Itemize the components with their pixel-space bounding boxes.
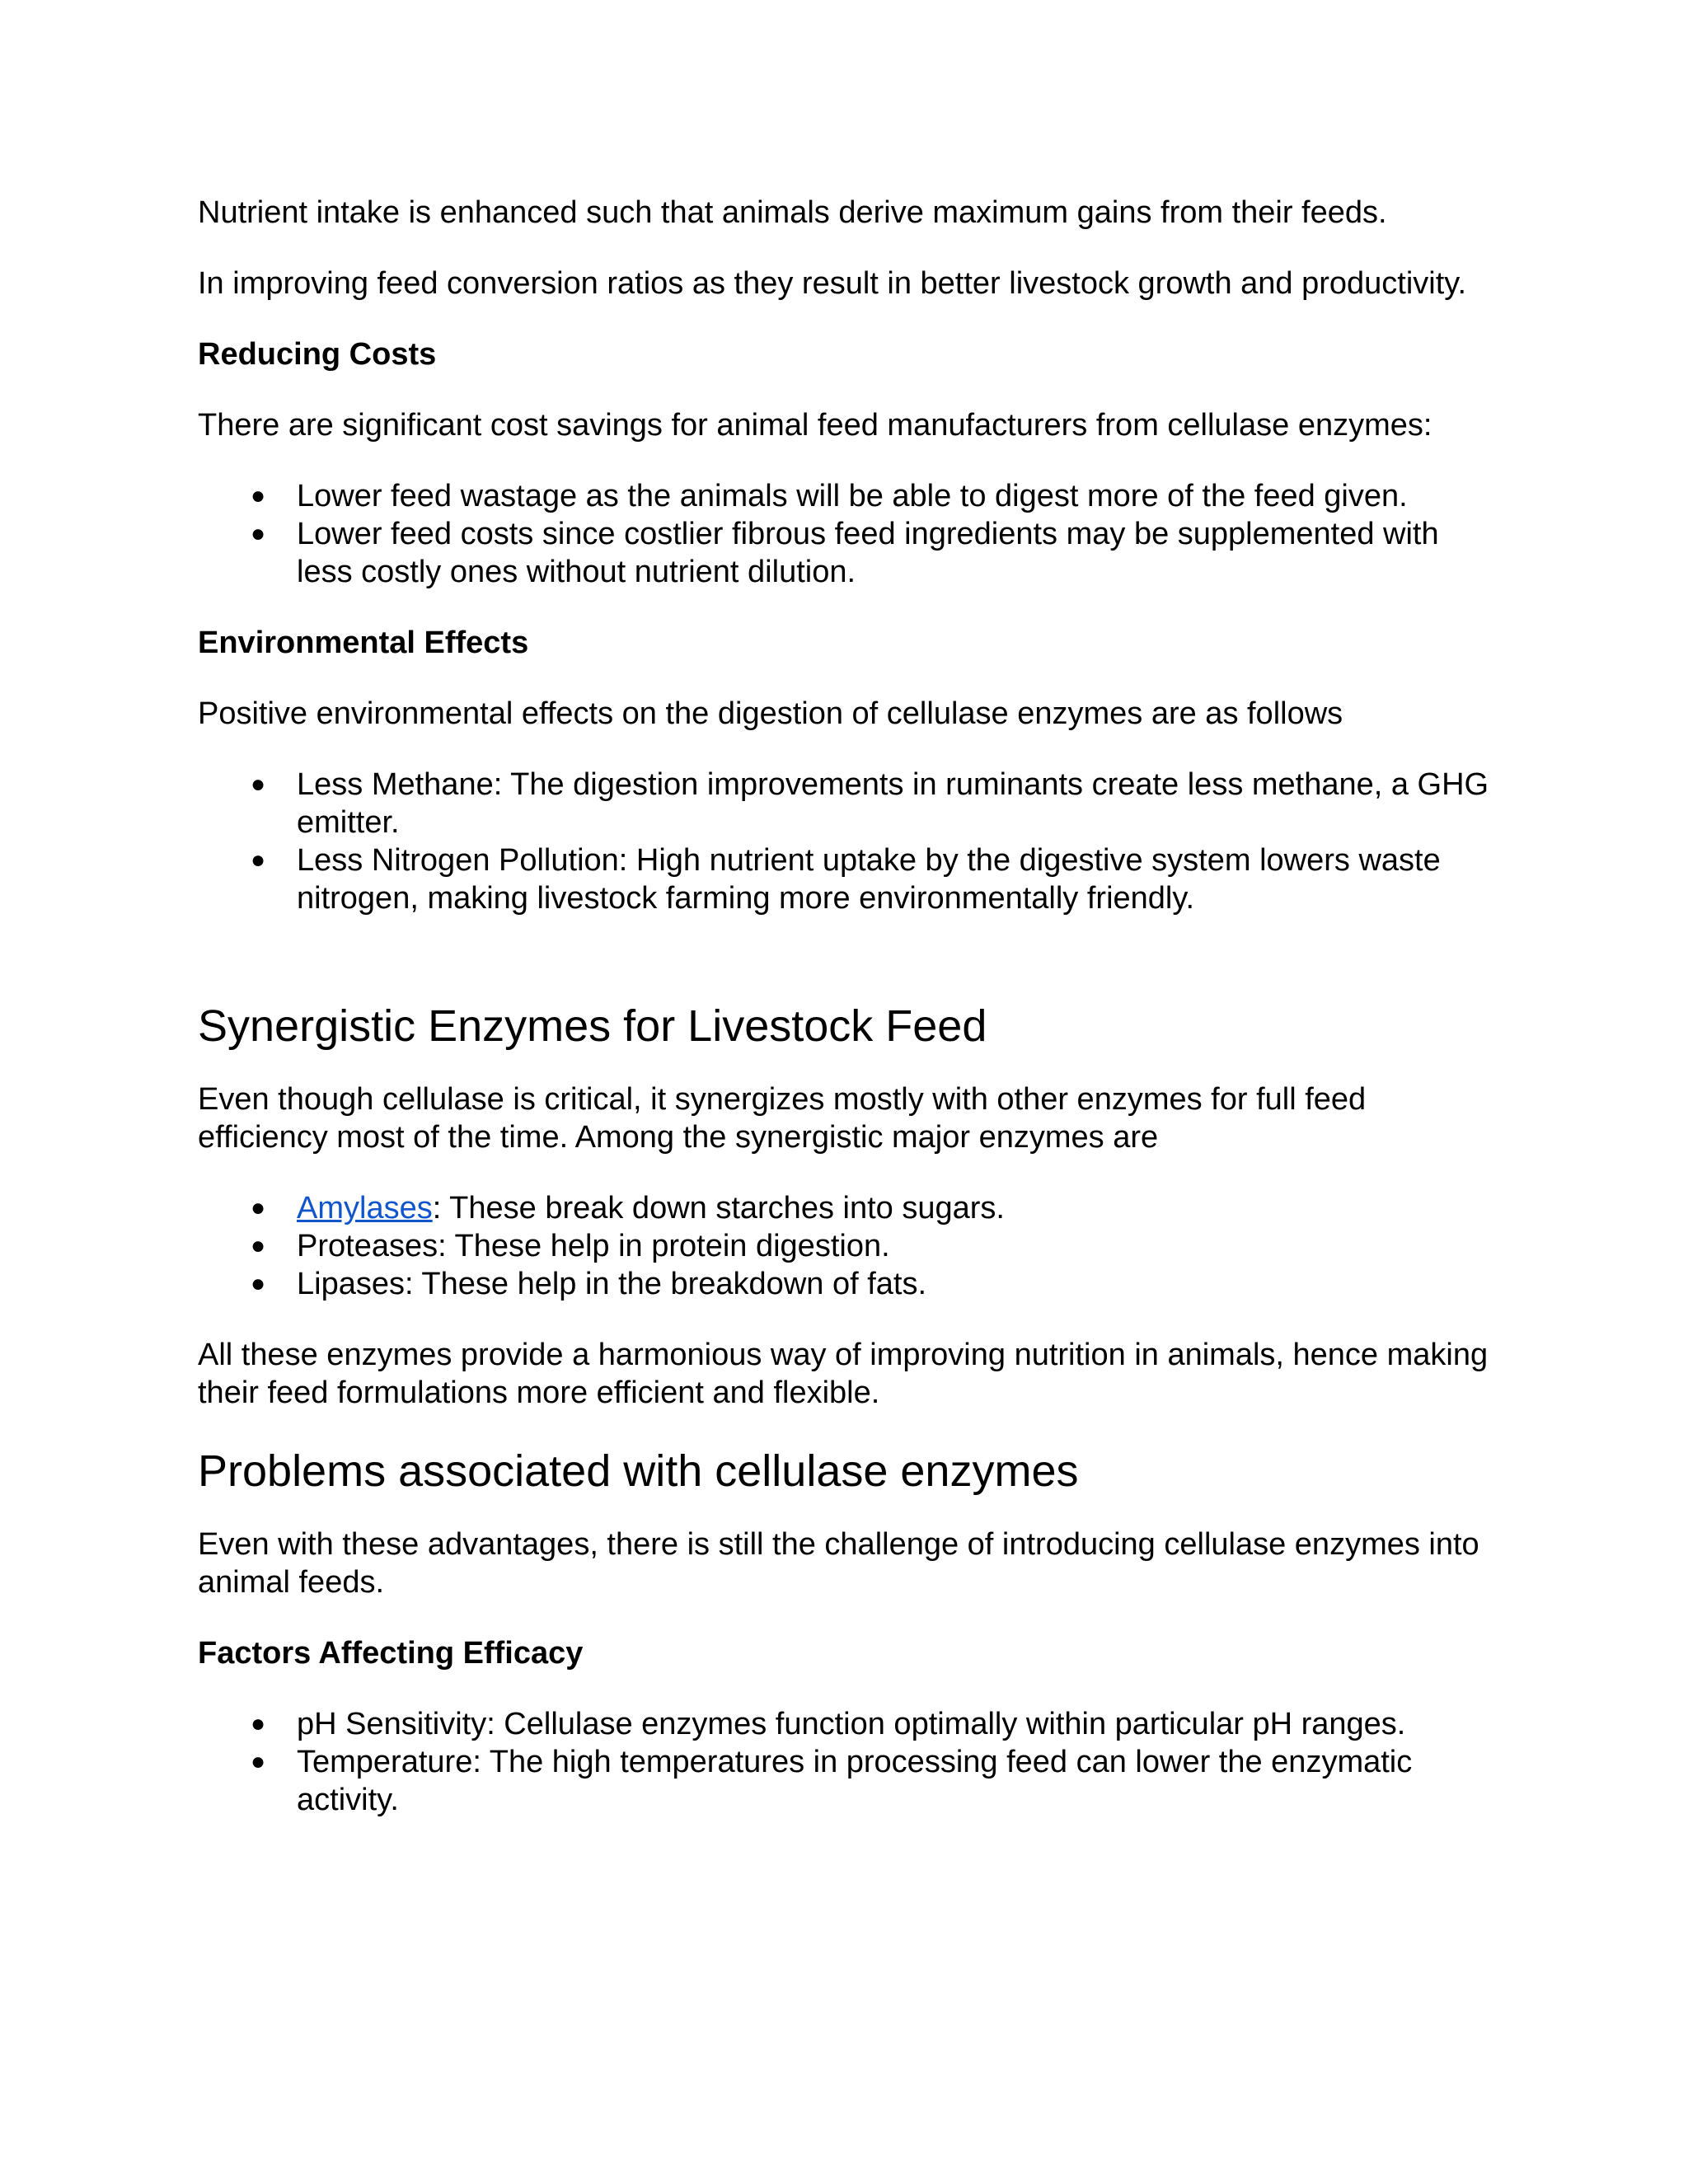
list-item-text: Lipases: These help in the breakdown of fats. xyxy=(297,1267,927,1301)
synergistic-enzymes-list xyxy=(198,1189,1500,1303)
synergistic-enzymes-outro: All these enzymes provide a harmonious way of improving nutrition in animals, hence making their feed formulations more efficient and flexible. xyxy=(198,1338,1489,1410)
synergistic-enzymes-heading: Synergistic Enzymes for Livestock Feed xyxy=(198,1001,987,1051)
list-item-text: Proteases: These help in protein digestion. xyxy=(297,1229,890,1263)
list-item xyxy=(198,1743,1500,1819)
intro-paragraph-1: Nutrient intake is enhanced such that animals derive maximum gains from their feeds. xyxy=(198,195,1387,230)
list-item-text: Lower feed costs since costlier fibrous feed ingredients may be supplemented with less costly ones without nutrient dilution. xyxy=(297,517,1439,589)
reducing-costs-intro: There are significant cost savings for animal feed manufacturers from cellulase enzymes: xyxy=(198,408,1432,443)
amylases-link[interactable]: Amylases xyxy=(297,1191,433,1226)
bullet-icon: ● xyxy=(251,1710,266,1737)
list-item xyxy=(198,1265,1500,1303)
problems-intro: Even with these advantages, there is still the challenge of introducing cellulase enzymes into animal feeds. xyxy=(198,1527,1479,1600)
bullet-icon: ● xyxy=(251,771,266,798)
document-page xyxy=(198,194,1500,1852)
factors-affecting-efficacy-heading: Factors Affecting Efficacy xyxy=(198,1636,584,1671)
list-item xyxy=(198,1227,1500,1265)
list-item-text: Less Nitrogen Pollution: High nutrient uptake by the digestive system lowers waste nitrogen, making livestock farming more environmentally friendly. xyxy=(297,843,1441,916)
bullet-icon: ● xyxy=(251,520,266,547)
reducing-costs-list xyxy=(198,477,1500,591)
synergistic-enzymes-intro: Even though cellulase is critical, it synergizes mostly with other enzymes for full feed efficiency most of the time. Among the synergistic major enzymes are xyxy=(198,1082,1367,1155)
list-item xyxy=(198,515,1500,591)
list-item xyxy=(198,841,1500,917)
environmental-effects-heading: Environmental Effects xyxy=(198,626,529,660)
list-item-text: Less Methane: The digestion improvements in ruminants create less methane, a GHG emitter. xyxy=(297,767,1489,840)
list-item xyxy=(198,1705,1500,1743)
list-item-text: Lower feed wastage as the animals will be able to digest more of the feed given. xyxy=(297,479,1408,513)
list-item-text: : These break down starches into sugars. xyxy=(432,1191,1005,1226)
problems-heading: Problems associated with cellulase enzymes xyxy=(198,1446,1079,1496)
list-item-text: Temperature: The high temperatures in processing feed can lower the enzymatic activity. xyxy=(297,1745,1413,1817)
intro-paragraph-2: In improving feed conversion ratios as they result in better livestock growth and productivity. xyxy=(198,266,1467,301)
bullet-icon: ● xyxy=(251,1194,266,1221)
list-item xyxy=(198,766,1500,841)
list-item xyxy=(198,1189,1500,1227)
environmental-effects-list xyxy=(198,766,1500,917)
list-item xyxy=(198,477,1500,515)
bullet-icon: ● xyxy=(251,846,266,874)
bullet-icon: ● xyxy=(251,1232,266,1259)
bullet-icon: ● xyxy=(251,1748,266,1775)
bullet-icon: ● xyxy=(251,482,266,509)
environmental-effects-intro: Positive environmental effects on the digestion of cellulase enzymes are as follows xyxy=(198,696,1343,731)
reducing-costs-heading: Reducing Costs xyxy=(198,337,437,372)
bullet-icon: ● xyxy=(251,1270,266,1297)
factors-list xyxy=(198,1705,1500,1819)
list-item-text: pH Sensitivity: Cellulase enzymes function optimally within particular pH ranges. xyxy=(297,1707,1406,1741)
